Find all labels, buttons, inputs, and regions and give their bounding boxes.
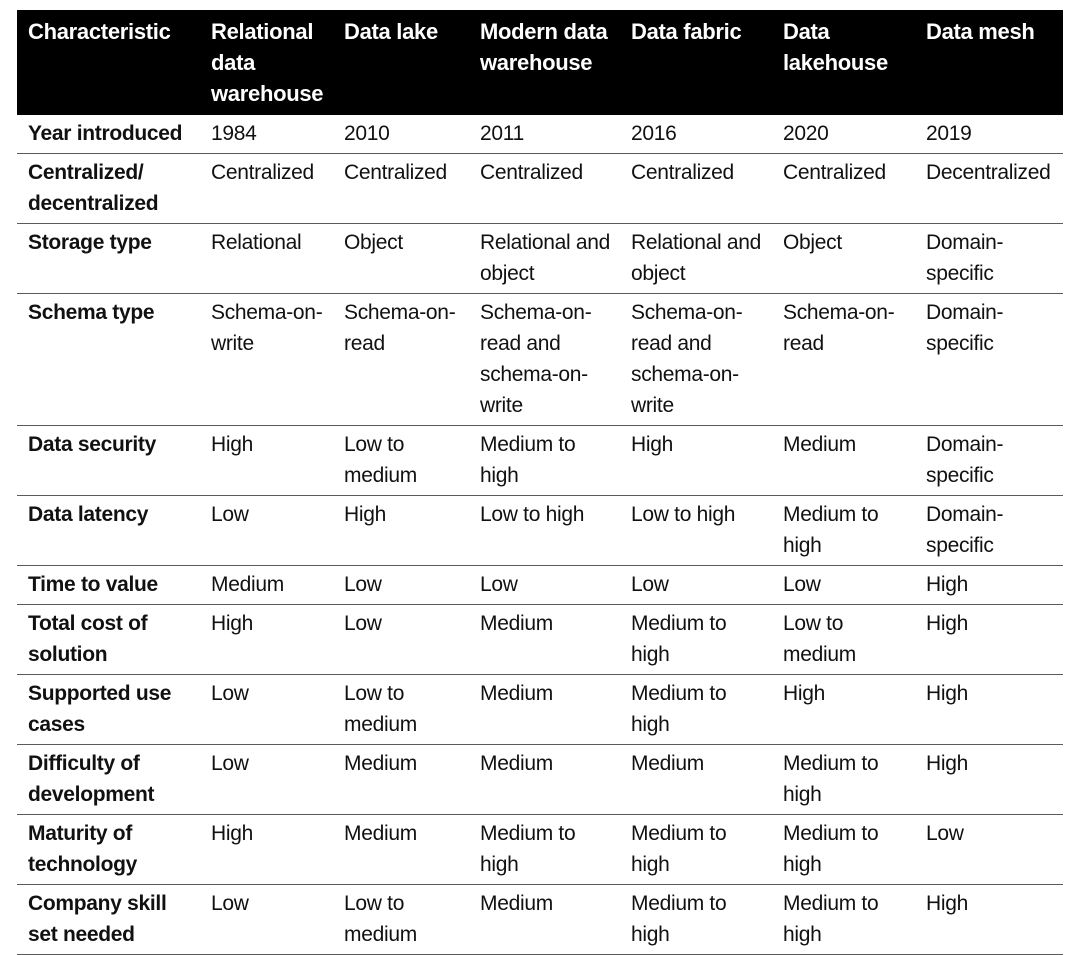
table-cell: High bbox=[772, 675, 915, 745]
table-cell: Low to medium bbox=[772, 605, 915, 675]
table-cell: High bbox=[620, 426, 772, 496]
table-cell: Low to medium bbox=[333, 675, 469, 745]
table-cell: Decentralized bbox=[915, 154, 1063, 224]
table-cell: Object bbox=[772, 224, 915, 294]
table-cell: Domain-specific bbox=[915, 426, 1063, 496]
table-cell: Low bbox=[469, 566, 620, 605]
table-cell: Low to medium bbox=[333, 885, 469, 955]
table-cell: High bbox=[200, 815, 333, 885]
row-label: Centralized/ decentralized bbox=[17, 154, 200, 224]
table-cell: 2010 bbox=[333, 115, 469, 154]
header-row bbox=[17, 10, 1063, 115]
table-cell: Domain-specific bbox=[915, 224, 1063, 294]
table-row bbox=[17, 115, 1063, 154]
table-cell: Schema-on-read bbox=[772, 294, 915, 426]
table-cell: Low bbox=[200, 496, 333, 566]
row-label: Maturity of technology bbox=[17, 815, 200, 885]
row-label: Year introduced bbox=[17, 115, 200, 154]
row-label: Time to value bbox=[17, 566, 200, 605]
table-cell: High bbox=[915, 566, 1063, 605]
row-label: Supported use cases bbox=[17, 675, 200, 745]
table-cell: High bbox=[200, 426, 333, 496]
table-cell: Centralized bbox=[333, 154, 469, 224]
table-cell: Schema-on-read and schema-on-write bbox=[469, 294, 620, 426]
table-cell: Domain-specific bbox=[915, 294, 1063, 426]
table-cell: Schema-on-read bbox=[333, 294, 469, 426]
table-cell: 2011 bbox=[469, 115, 620, 154]
architecture-comparison-table bbox=[17, 10, 1063, 955]
table-cell: High bbox=[915, 605, 1063, 675]
table-cell: Relational and object bbox=[620, 224, 772, 294]
row-label: Data security bbox=[17, 426, 200, 496]
table-cell: Low bbox=[200, 675, 333, 745]
table-cell: High bbox=[915, 885, 1063, 955]
header-data-lake: Data lake bbox=[333, 10, 469, 115]
table-cell: Low bbox=[333, 605, 469, 675]
table-cell: High bbox=[200, 605, 333, 675]
table-row bbox=[17, 566, 1063, 605]
header-data-lakehouse: Data lakehouse bbox=[772, 10, 915, 115]
table-cell: Medium to high bbox=[469, 426, 620, 496]
table-body bbox=[17, 115, 1063, 955]
table-cell: 1984 bbox=[200, 115, 333, 154]
table-cell: Medium bbox=[333, 815, 469, 885]
table-cell: Medium bbox=[200, 566, 333, 605]
table-cell: Low to high bbox=[469, 496, 620, 566]
table-cell: Medium to high bbox=[772, 745, 915, 815]
row-label: Schema type bbox=[17, 294, 200, 426]
table-cell: Medium to high bbox=[772, 496, 915, 566]
table-cell: Centralized bbox=[200, 154, 333, 224]
table-row bbox=[17, 885, 1063, 955]
header-data-mesh: Data mesh bbox=[915, 10, 1063, 115]
table-cell: Centralized bbox=[469, 154, 620, 224]
table-row bbox=[17, 426, 1063, 496]
table-header bbox=[17, 10, 1063, 115]
table-cell: Low bbox=[915, 815, 1063, 885]
table-cell: Medium bbox=[333, 745, 469, 815]
table-cell: Medium to high bbox=[620, 815, 772, 885]
table-cell: High bbox=[915, 675, 1063, 745]
table-cell: Low to high bbox=[620, 496, 772, 566]
row-label: Company skill set needed bbox=[17, 885, 200, 955]
table-cell: Relational bbox=[200, 224, 333, 294]
table-cell: Centralized bbox=[772, 154, 915, 224]
header-data-fabric: Data fabric bbox=[620, 10, 772, 115]
table-cell: Centralized bbox=[620, 154, 772, 224]
table-cell: Medium bbox=[469, 745, 620, 815]
table-cell: Object bbox=[333, 224, 469, 294]
table-cell: Low bbox=[200, 885, 333, 955]
table-cell: Medium bbox=[469, 675, 620, 745]
table-cell: Schema-on-write bbox=[200, 294, 333, 426]
table-cell: Medium to high bbox=[772, 885, 915, 955]
table-cell: Medium bbox=[469, 605, 620, 675]
table-cell: 2016 bbox=[620, 115, 772, 154]
table-row bbox=[17, 675, 1063, 745]
table-cell: Medium to high bbox=[620, 885, 772, 955]
table-cell: Medium to high bbox=[469, 815, 620, 885]
table-cell: 2020 bbox=[772, 115, 915, 154]
table-row bbox=[17, 605, 1063, 675]
header-modern-data-warehouse: Modern data warehouse bbox=[469, 10, 620, 115]
table-cell: Low bbox=[620, 566, 772, 605]
table-cell: High bbox=[915, 745, 1063, 815]
table-row bbox=[17, 224, 1063, 294]
table-cell: Medium bbox=[772, 426, 915, 496]
row-label: Data latency bbox=[17, 496, 200, 566]
comparison-table-container bbox=[17, 10, 1063, 955]
row-label: Storage type bbox=[17, 224, 200, 294]
header-characteristic: Characteristic bbox=[17, 10, 200, 115]
table-row bbox=[17, 294, 1063, 426]
table-cell: High bbox=[333, 496, 469, 566]
table-cell: Low bbox=[772, 566, 915, 605]
table-cell: Medium to high bbox=[620, 605, 772, 675]
table-cell: Low to medium bbox=[333, 426, 469, 496]
table-cell: Schema-on-read and schema-on-write bbox=[620, 294, 772, 426]
table-row bbox=[17, 745, 1063, 815]
table-cell: Low bbox=[333, 566, 469, 605]
header-relational-data-warehouse: Relational data warehouse bbox=[200, 10, 333, 115]
table-cell: 2019 bbox=[915, 115, 1063, 154]
table-row bbox=[17, 496, 1063, 566]
table-row bbox=[17, 815, 1063, 885]
table-row bbox=[17, 154, 1063, 224]
table-cell: Medium bbox=[620, 745, 772, 815]
table-cell: Domain-specific bbox=[915, 496, 1063, 566]
table-cell: Medium to high bbox=[620, 675, 772, 745]
table-cell: Medium to high bbox=[772, 815, 915, 885]
table-cell: Relational and object bbox=[469, 224, 620, 294]
row-label: Difficulty of development bbox=[17, 745, 200, 815]
table-cell: Low bbox=[200, 745, 333, 815]
row-label: Total cost of solution bbox=[17, 605, 200, 675]
table-cell: Medium bbox=[469, 885, 620, 955]
